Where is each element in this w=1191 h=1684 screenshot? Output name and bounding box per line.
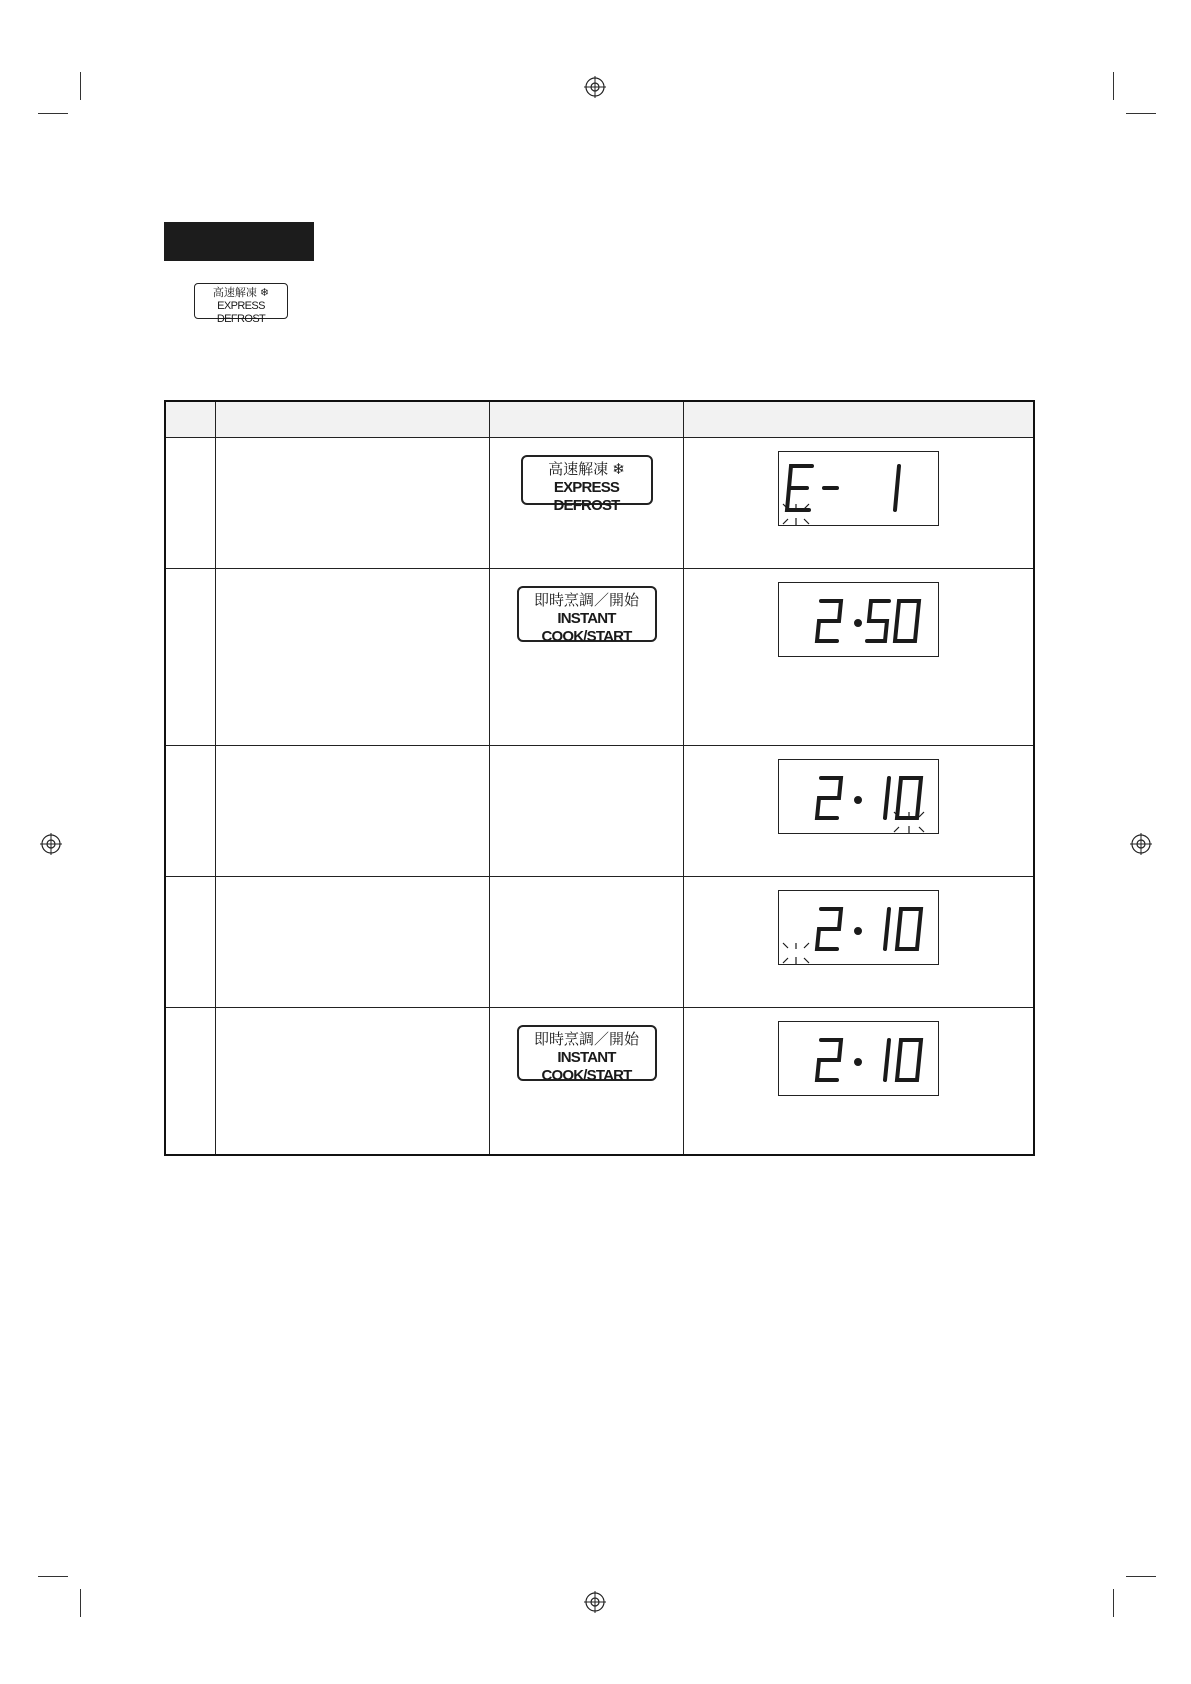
key-cell xyxy=(490,746,684,877)
display-cell xyxy=(684,438,1035,569)
section-title-bar xyxy=(164,222,314,261)
crop-mark xyxy=(1113,72,1114,100)
key-cell xyxy=(490,1008,684,1155)
instant-cook-start-button[interactable] xyxy=(517,586,657,645)
display-cell xyxy=(684,1008,1035,1155)
table-row xyxy=(165,569,1034,746)
procedure-cell xyxy=(216,877,490,1008)
button-label-cn: 即時烹調／開始 xyxy=(533,1031,639,1048)
lcd-display xyxy=(778,890,939,965)
lcd-display xyxy=(778,451,939,526)
key-cell xyxy=(490,569,684,746)
procedure-cell xyxy=(216,438,490,569)
button-label-en: INSTANT COOK/START xyxy=(541,610,632,645)
crop-mark xyxy=(80,72,81,100)
lcd-readout-210 xyxy=(779,891,940,966)
header-procedure xyxy=(216,401,490,438)
blink-marks-icon xyxy=(783,504,809,525)
step-number-cell xyxy=(165,1008,216,1155)
header-key xyxy=(490,401,684,438)
lcd-readout-e1 xyxy=(779,452,940,527)
crop-mark xyxy=(38,1576,68,1577)
express-defrost-key-icon xyxy=(194,283,288,325)
crop-mark xyxy=(80,1589,81,1617)
button-label-cn: 即時烹調／開始 xyxy=(533,592,639,609)
table-row xyxy=(165,1008,1034,1155)
procedure-cell xyxy=(216,1008,490,1155)
key-label-cn: 高速解凍 ❄ xyxy=(212,287,270,299)
button-label-en: INSTANT COOK/START xyxy=(541,1049,632,1084)
button-label-en: EXPRESS DEFROST xyxy=(553,479,620,514)
step-number-cell xyxy=(165,569,216,746)
step-number-cell xyxy=(165,438,216,569)
procedure-cell xyxy=(216,746,490,877)
table-header-row xyxy=(165,401,1034,438)
crop-mark xyxy=(1126,1576,1156,1577)
registration-mark-icon xyxy=(1130,833,1152,855)
display-cell xyxy=(684,746,1035,877)
instant-cook-start-button[interactable] xyxy=(517,1025,657,1084)
key-cell xyxy=(490,438,684,569)
procedure-cell xyxy=(216,569,490,746)
step-number-cell xyxy=(165,877,216,1008)
crop-mark xyxy=(1126,113,1156,114)
express-defrost-button[interactable] xyxy=(521,455,653,514)
registration-mark-icon xyxy=(40,833,62,855)
display-cell xyxy=(684,877,1035,1008)
key-label-en: EXPRESS DEFROST xyxy=(216,300,266,325)
lcd-readout-210 xyxy=(779,1022,940,1097)
header-step xyxy=(165,401,216,438)
lcd-display xyxy=(778,759,939,834)
crop-mark xyxy=(38,113,68,114)
crop-mark xyxy=(1113,1589,1114,1617)
key-cell xyxy=(490,877,684,1008)
display-cell xyxy=(684,569,1035,746)
step-number-cell xyxy=(165,746,216,877)
registration-mark-icon xyxy=(584,1591,606,1613)
button-label-cn: 高速解凍 ❄ xyxy=(548,461,625,478)
table-row xyxy=(165,877,1034,1008)
registration-mark-icon xyxy=(584,76,606,98)
lcd-readout-250 xyxy=(779,583,940,658)
lcd-readout-210 xyxy=(779,760,940,835)
lcd-display xyxy=(778,1021,939,1096)
table-row xyxy=(165,746,1034,877)
lcd-display xyxy=(778,582,939,657)
table-row xyxy=(165,438,1034,569)
blink-marks-icon xyxy=(783,943,809,964)
header-display xyxy=(684,401,1035,438)
steps-table xyxy=(164,400,1035,1156)
